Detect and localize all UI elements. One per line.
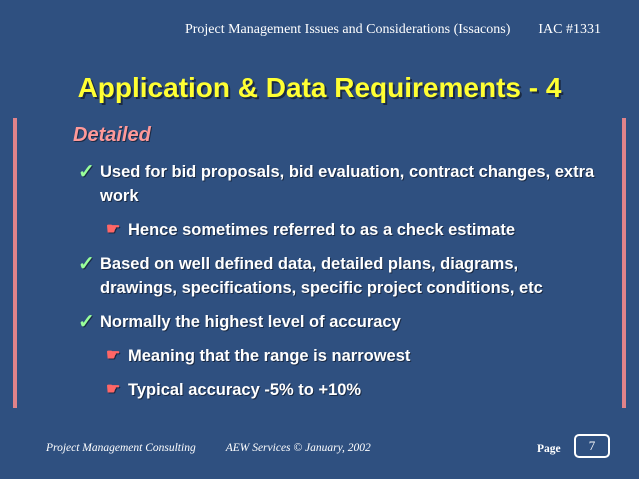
list-item	[78, 160, 598, 208]
list-item	[78, 310, 598, 334]
check-icon: ✓	[78, 311, 95, 333]
list-item-text: Normally the highest level of accuracy	[100, 313, 401, 331]
check-icon: ✓	[78, 253, 95, 275]
list-item-text: Used for bid proposals, bid evaluation, contract changes, extra work	[100, 163, 595, 205]
slide-footer	[46, 442, 371, 454]
pointing-hand-icon: ☛	[106, 221, 121, 238]
footer-copyright: AEW Services © January, 2002	[225, 442, 371, 454]
bullet-list	[78, 160, 598, 412]
page-label: Page	[537, 443, 561, 455]
pointing-hand-icon: ☛	[106, 347, 121, 364]
list-item-text: Hence sometimes referred to as a check estimate	[128, 221, 516, 239]
page-number: 7	[574, 434, 610, 458]
check-icon: ✓	[78, 161, 95, 183]
footer-company: Project Management Consulting	[46, 442, 196, 454]
course-code: IAC #1331	[538, 22, 601, 37]
left-edge-bar	[13, 118, 17, 408]
right-edge-bar	[622, 118, 626, 408]
list-item-text: Based on well defined data, detailed plans, diagrams, drawings, specifications, specific project conditions, etc	[100, 255, 543, 297]
slide-title: Application & Data Requirements - 4	[77, 72, 562, 103]
slide-header	[185, 22, 601, 38]
list-item-text: Meaning that the range is narrowest	[128, 347, 411, 365]
list-item	[78, 378, 598, 402]
slide-subtitle: Detailed	[73, 124, 151, 146]
list-item	[78, 218, 598, 242]
list-item	[78, 344, 598, 368]
list-item-text: Typical accuracy -5% to +10%	[128, 381, 362, 399]
course-title: Project Management Issues and Considerations (Issacons)	[184, 22, 511, 37]
list-item	[78, 252, 598, 300]
pointing-hand-icon: ☛	[106, 381, 121, 398]
